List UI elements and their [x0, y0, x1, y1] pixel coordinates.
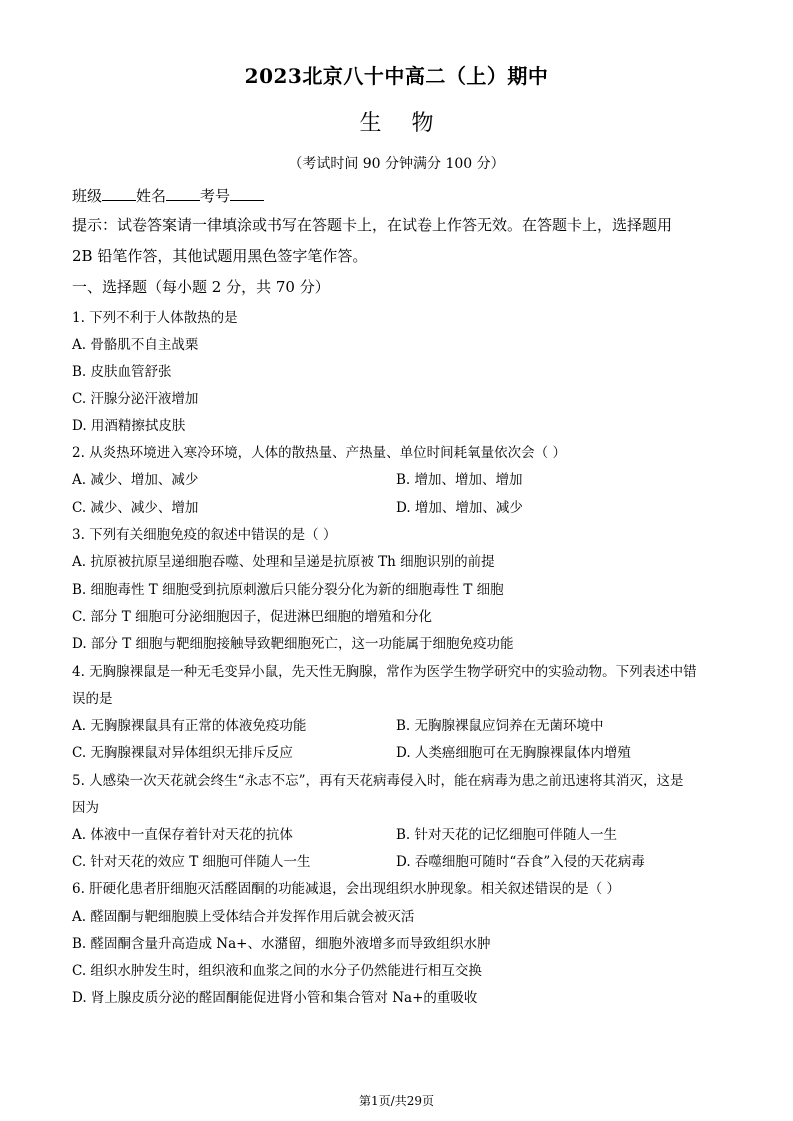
question-stem: 6. 肝硬化患者肝细胞灭活醛固酮的功能减退，会出现组织水肿现象。相关叙述错误的是（ ） [72, 881, 620, 897]
option-c: C. 汗腺分泌汗液增加 [72, 391, 199, 407]
option-a: A. 骨骼肌不自主战栗 [72, 337, 199, 353]
question-stem: 3. 下列有关细胞免疫的叙述中错误的是（ ） [72, 527, 337, 543]
class-blank [102, 186, 136, 201]
question-stem: 1. 下列不利于人体散热的是 [72, 310, 238, 326]
option-c: C. 针对天花的效应 T 细胞可伴随人一生 [72, 854, 311, 870]
option-a: A. 无胸腺裸鼠具有正常的体液免疫功能 [72, 718, 307, 734]
option-c: C. 无胸腺裸鼠对异体组织无排斥反应 [72, 745, 293, 761]
option-a: A. 减少、增加、减少 [72, 472, 199, 488]
option-b: B. 皮肤血管舒张 [72, 364, 172, 380]
question-stem-cont: 误的是 [72, 691, 113, 707]
option-d: D. 部分 T 细胞与靶细胞接触导致靶细胞死亡，这一功能属于细胞免疫功能 [72, 636, 514, 652]
option-b: B. 醛固酮含量升高造成 Na+、水潴留，细胞外液增多而导致组织水肿 [72, 936, 491, 952]
option-a: A. 体液中一直保存着针对天花的抗体 [72, 827, 293, 843]
option-d: D. 肾上腺皮质分泌的醛固酮能促进肾小管和集合管对 Na+的重吸收 [72, 990, 478, 1006]
option-a: A. 抗原被抗原呈递细胞吞噬、处理和呈递是抗原被 Th 细胞识别的前提 [72, 554, 495, 570]
notice-line-2: 2B 铅笔作答，其他试题用黑色签字笔作答。 [72, 247, 368, 265]
student-info-row [72, 186, 264, 206]
option-c: C. 减少、减少、增加 [72, 500, 199, 516]
id-label: 考号 [200, 187, 231, 205]
question-stem: 4. 无胸腺裸鼠是一种无毛变异小鼠，先天性无胸腺，常作为医学生物学研究中的实验动物。下列表述中错 [72, 664, 697, 680]
option-c: C. 部分 T 细胞可分泌细胞因子，促进淋巴细胞的增殖和分化 [72, 609, 433, 625]
page-footer: 第1页/共29页 [359, 1094, 434, 1108]
class-label: 班级 [72, 187, 103, 205]
question-stem: 2. 从炎热环境进入寒冷环境，人体的散热量、产热量、单位时间耗氧量依次会（ ） [72, 445, 566, 461]
option-d: D. 增加、增加、减少 [396, 500, 523, 516]
option-b: B. 针对天花的记忆细胞可伴随人一生 [396, 827, 618, 843]
option-a: A. 醛固酮与靶细胞膜上受体结合并发挥作用后就会被灭活 [72, 909, 415, 925]
page-title: 2023北京八十中高二（上）期中 [244, 64, 549, 88]
option-d: D. 吞噬细胞可随时“吞食”入侵的天花病毒 [396, 854, 645, 870]
exam-info: （考试时间 90 分钟满分 100 分） [288, 156, 505, 172]
question-stem-cont: 因为 [72, 800, 99, 816]
name-blank [166, 186, 200, 201]
section-heading: 一、选择题（每小题 2 分，共 70 分） [72, 278, 330, 296]
id-blank [230, 186, 264, 201]
option-c: C. 组织水肿发生时，组织液和血浆之间的水分子仍然能进行相互交换 [72, 963, 482, 979]
option-b: B. 增加、增加、增加 [396, 472, 523, 488]
subject-title: 生物 [359, 111, 464, 136]
option-b: B. 细胞毒性 T 细胞受到抗原刺激后只能分裂分化为新的细胞毒性 T 细胞 [72, 582, 504, 598]
option-b: B. 无胸腺裸鼠应饲养在无菌环境中 [396, 718, 604, 734]
name-label: 姓名 [136, 187, 167, 205]
option-d: D. 人类癌细胞可在无胸腺裸鼠体内增殖 [396, 745, 631, 761]
question-stem: 5. 人感染一次天花就会终生“永志不忘”，再有天花病毒侵入时，能在病毒为患之前迅速将其消灭，这是 [72, 773, 684, 789]
notice-line-1: 提示：试卷答案请一律填涂或书写在答题卡上，在试卷上作答无效。在答题卡上，选择题用 [72, 216, 673, 234]
option-d: D. 用酒精擦拭皮肤 [72, 418, 186, 434]
